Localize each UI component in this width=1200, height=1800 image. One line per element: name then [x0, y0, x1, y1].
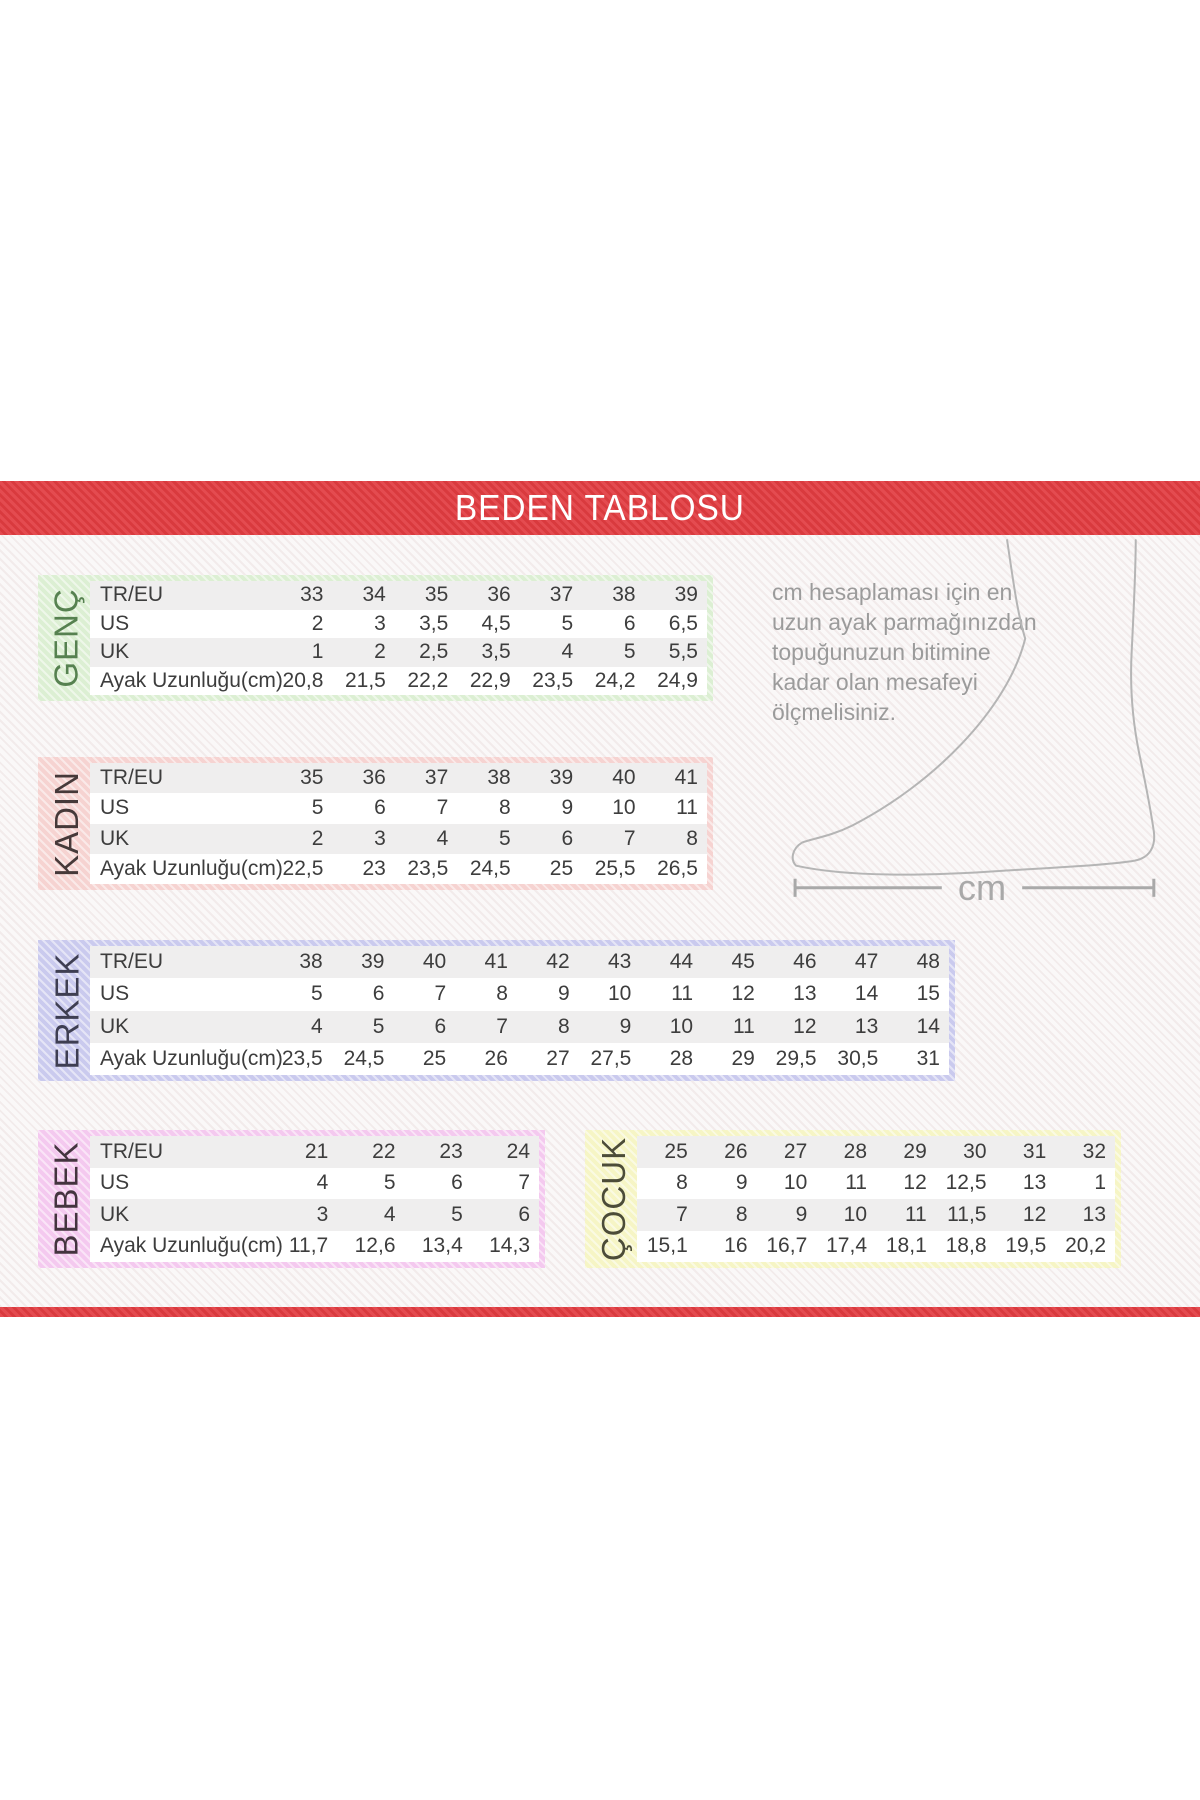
size-cell: 29 [731, 1046, 755, 1070]
size-cell: 2,5 [419, 640, 449, 664]
size-cell: 47 [854, 950, 879, 974]
table-row [90, 1199, 539, 1231]
size-cell: 38 [612, 583, 636, 607]
size-cell: 27 [783, 1139, 808, 1163]
size-cell: 7 [676, 1202, 688, 1226]
foot-outline-illustration [793, 540, 1155, 875]
title-banner [0, 481, 1200, 535]
size-cell: 12,6 [354, 1234, 396, 1258]
size-cell: 12 [731, 982, 755, 1006]
size-cell: 11 [733, 1014, 755, 1038]
size-cell: 6 [518, 1202, 530, 1226]
size-cell: 26 [484, 1046, 508, 1070]
size-cell: 7 [496, 1014, 508, 1038]
instruction-line: topuğunuzun bitimine [772, 639, 991, 665]
size-cell: 4 [436, 826, 449, 850]
size-cell: 7 [436, 796, 449, 820]
size-cell: 44 [669, 950, 694, 974]
size-cell: 27,5 [590, 1046, 632, 1070]
size-cell: 31 [1022, 1139, 1047, 1163]
size-cell: 23,5 [281, 1046, 323, 1070]
size-cell: 5 [311, 982, 323, 1006]
size-cell: 5 [311, 796, 324, 820]
size-cell: 13,4 [421, 1234, 463, 1258]
size-cell: 25 [549, 856, 574, 880]
size-cell: 8 [735, 1202, 748, 1226]
size-cell: 39 [549, 766, 574, 790]
page-title: BEDEN TABLOSU [455, 487, 745, 528]
size-cell: 4 [311, 1014, 323, 1038]
instruction-line: ölçmelisiniz. [772, 699, 896, 725]
instruction-line: cm hesaplaması için en [772, 579, 1013, 605]
size-cell: 27 [546, 1046, 570, 1070]
size-cell: 32 [1082, 1139, 1106, 1163]
size-cell: 2 [311, 826, 324, 850]
size-cell: 36 [487, 583, 511, 607]
size-cell: 12 [903, 1171, 927, 1195]
size-cell: 3 [316, 1202, 329, 1226]
size-cell: 8 [496, 982, 508, 1006]
table-row [90, 581, 707, 610]
size-cell: 40 [422, 950, 447, 974]
size-cell: 7 [518, 1171, 530, 1195]
size-cell: 5 [623, 640, 636, 664]
size-cell: 26,5 [657, 856, 698, 880]
instruction-line: kadar olan mesafeyi [772, 669, 978, 695]
size-cell: 22 [372, 1139, 396, 1163]
size-cell: 24,9 [657, 668, 698, 692]
group-label-text: GENÇ [48, 588, 85, 688]
table-row [90, 1168, 539, 1200]
size-cell: 24,5 [469, 856, 511, 880]
size-cell: 9 [557, 982, 570, 1006]
size-cell: 8 [686, 826, 698, 850]
size-cell: 10 [612, 796, 636, 820]
size-cell: 7 [623, 826, 636, 850]
table-rows [90, 581, 707, 695]
size-cell: 22,2 [407, 668, 449, 692]
size-cell: 9 [795, 1202, 808, 1226]
size-cell: 6 [434, 1014, 447, 1038]
size-cell: 16 [724, 1234, 748, 1258]
size-cell: 7 [434, 982, 447, 1006]
size-cell: 10 [608, 982, 632, 1006]
size-cell: 25 [664, 1139, 688, 1163]
size-cell: 8 [557, 1014, 570, 1038]
row-label: TR/EU [100, 583, 163, 607]
size-table-cocuk [585, 1130, 1121, 1268]
table-row [637, 1136, 1115, 1168]
size-cell: 3,5 [419, 611, 449, 635]
size-cell: 10 [669, 1014, 694, 1038]
size-cell: 6 [374, 796, 386, 820]
size-cell: 33 [300, 583, 324, 607]
size-cell: 23,5 [532, 668, 574, 692]
group-label-bebek [44, 1136, 90, 1262]
size-cell: 5 [499, 826, 511, 850]
size-cell: 11,7 [288, 1234, 329, 1258]
table-row [90, 1231, 539, 1263]
row-label: Ayak Uzunluğu(cm) [100, 668, 283, 692]
size-cell: 4 [383, 1202, 396, 1226]
size-table-genc [38, 575, 713, 701]
size-cell: 1 [1094, 1171, 1106, 1195]
table-row [637, 1231, 1115, 1263]
table-row [90, 1136, 539, 1168]
row-label: UK [100, 1202, 130, 1226]
size-cell: 37 [424, 766, 449, 790]
group-label-genc [44, 581, 90, 695]
foot-measurement-diagram [778, 538, 1190, 910]
size-table-kadin [38, 757, 713, 890]
group-label-text: KADIN [48, 770, 86, 877]
size-cell: 11 [671, 982, 694, 1006]
size-cell: 5,5 [668, 640, 698, 664]
size-cell: 41 [674, 766, 698, 790]
size-cell: 21,5 [344, 668, 386, 692]
size-cell: 41 [484, 950, 508, 974]
row-label: US [100, 611, 130, 635]
table-row [90, 763, 707, 793]
table-rows [90, 1136, 539, 1262]
size-cell: 13 [1082, 1202, 1106, 1226]
size-cell: 22,9 [469, 668, 511, 692]
size-cell: 23 [439, 1139, 463, 1163]
row-label: US [100, 1171, 130, 1195]
size-cell: 31 [916, 1046, 940, 1070]
size-cell: 25,5 [594, 856, 636, 880]
size-cell: 12 [1022, 1202, 1047, 1226]
size-cell: 39 [674, 583, 698, 607]
size-cell: 6 [561, 826, 574, 850]
size-cell: 8 [499, 796, 511, 820]
table-row [90, 610, 707, 639]
size-cell: 4 [561, 640, 574, 664]
group-label-text: BEBEK [48, 1141, 85, 1257]
size-cell: 35 [300, 766, 324, 790]
size-cell: 43 [608, 950, 632, 974]
row-label: Ayak Uzunluğu(cm) [100, 1046, 283, 1070]
size-cell: 17,4 [826, 1234, 867, 1258]
size-cell: 46 [793, 950, 817, 974]
size-cell: 11 [676, 796, 698, 820]
size-cell: 26 [724, 1139, 748, 1163]
size-cell: 34 [362, 583, 386, 607]
size-cell: 38 [487, 766, 511, 790]
table-row [90, 1011, 949, 1043]
bottom-red-stripe [0, 1307, 1200, 1317]
row-label: US [100, 982, 130, 1006]
size-cell: 3,5 [481, 640, 511, 664]
size-cell: 15 [916, 982, 940, 1006]
size-cell: 6,5 [668, 611, 698, 635]
size-cell: 14 [916, 1014, 940, 1038]
table-row [90, 638, 707, 667]
group-label-text: ÇOCUK [595, 1136, 632, 1262]
size-cell: 6 [372, 982, 385, 1006]
row-label: TR/EU [100, 950, 163, 974]
row-label: UK [100, 1014, 130, 1038]
size-cell: 14 [854, 982, 879, 1006]
size-cell: 14,3 [489, 1234, 530, 1258]
size-cell: 35 [424, 583, 449, 607]
table-row [90, 667, 707, 696]
size-cell: 45 [731, 950, 755, 974]
size-cell: 13 [1022, 1171, 1047, 1195]
size-cell: 19,5 [1005, 1234, 1047, 1258]
size-cell: 4 [316, 1171, 329, 1195]
table-row [90, 824, 707, 854]
size-table-erkek [38, 940, 955, 1081]
size-cell: 24,2 [594, 668, 636, 692]
size-cell: 39 [361, 950, 385, 974]
row-label: US [100, 796, 130, 820]
size-cell: 12,5 [945, 1171, 987, 1195]
table-row [90, 946, 949, 978]
group-label-erkek [44, 946, 90, 1075]
size-cell: 9 [561, 796, 574, 820]
row-label: Ayak Uzunluğu(cm) [100, 856, 283, 880]
table-row [90, 854, 707, 884]
size-cell: 22,5 [282, 856, 324, 880]
size-table-bebek [38, 1130, 545, 1268]
row-label: TR/EU [100, 766, 163, 790]
size-cell: 30,5 [837, 1046, 879, 1070]
size-cell: 13 [854, 1014, 879, 1038]
size-cell: 5 [372, 1014, 385, 1038]
size-cell: 1 [311, 640, 324, 664]
size-cell: 28 [669, 1046, 694, 1070]
size-cell: 23,5 [407, 856, 449, 880]
table-rows [90, 946, 949, 1075]
size-cell: 16,7 [766, 1234, 808, 1258]
size-cell: 11,5 [947, 1202, 987, 1226]
size-cell: 2 [374, 640, 386, 664]
size-cell: 6 [623, 611, 636, 635]
size-cell: 2 [311, 611, 324, 635]
size-cell: 24,5 [343, 1046, 385, 1070]
size-cell: 36 [362, 766, 386, 790]
size-cell: 38 [299, 950, 323, 974]
row-label: UK [100, 640, 130, 664]
group-label-cocuk [591, 1136, 637, 1262]
size-cell: 48 [916, 950, 940, 974]
size-cell: 8 [676, 1171, 688, 1195]
size-cell: 21 [304, 1139, 329, 1163]
size-cell: 5 [451, 1202, 463, 1226]
table-rows [90, 763, 707, 884]
size-cell: 23 [362, 856, 386, 880]
table-row [637, 1168, 1115, 1200]
size-cell: 3 [374, 826, 386, 850]
size-cell: 5 [561, 611, 574, 635]
size-cell: 12 [793, 1014, 817, 1038]
row-label: UK [100, 826, 130, 850]
size-cell: 11 [904, 1202, 927, 1226]
size-cell: 13 [793, 982, 817, 1006]
size-cell: 28 [843, 1139, 867, 1163]
size-cell: 37 [549, 583, 574, 607]
group-label-kadin [44, 763, 90, 884]
table-row [90, 1043, 949, 1075]
size-cell: 5 [383, 1171, 396, 1195]
group-label-text: ERKEK [48, 952, 85, 1069]
size-cell: 18,1 [885, 1234, 927, 1258]
size-cell: 24 [506, 1139, 530, 1163]
size-cell: 10 [783, 1171, 808, 1195]
size-cell: 9 [619, 1014, 632, 1038]
size-cell: 29 [903, 1139, 927, 1163]
size-cell: 42 [546, 950, 570, 974]
table-row [90, 793, 707, 823]
size-cell: 3 [374, 611, 386, 635]
size-cell: 9 [735, 1171, 748, 1195]
cm-unit-label: cm [957, 866, 1007, 908]
size-cell: 18,8 [945, 1234, 987, 1258]
size-cell: 10 [843, 1202, 867, 1226]
size-cell: 25 [422, 1046, 447, 1070]
size-cell: 29,5 [775, 1046, 817, 1070]
size-cell: 40 [612, 766, 636, 790]
table-row [637, 1199, 1115, 1231]
size-cell: 6 [451, 1171, 463, 1195]
table-rows [637, 1136, 1115, 1262]
size-cell: 20,2 [1065, 1234, 1106, 1258]
size-cell: 15,1 [646, 1234, 688, 1258]
instruction-line: uzun ayak parmağınızdan [772, 609, 1037, 635]
size-cell: 20,8 [282, 668, 324, 692]
size-cell: 11 [845, 1171, 867, 1195]
size-cell: 30 [963, 1139, 987, 1163]
table-row [90, 978, 949, 1010]
row-label: TR/EU [100, 1139, 163, 1163]
size-cell: 4,5 [481, 611, 511, 635]
row-label: Ayak Uzunluğu(cm) [100, 1234, 283, 1258]
